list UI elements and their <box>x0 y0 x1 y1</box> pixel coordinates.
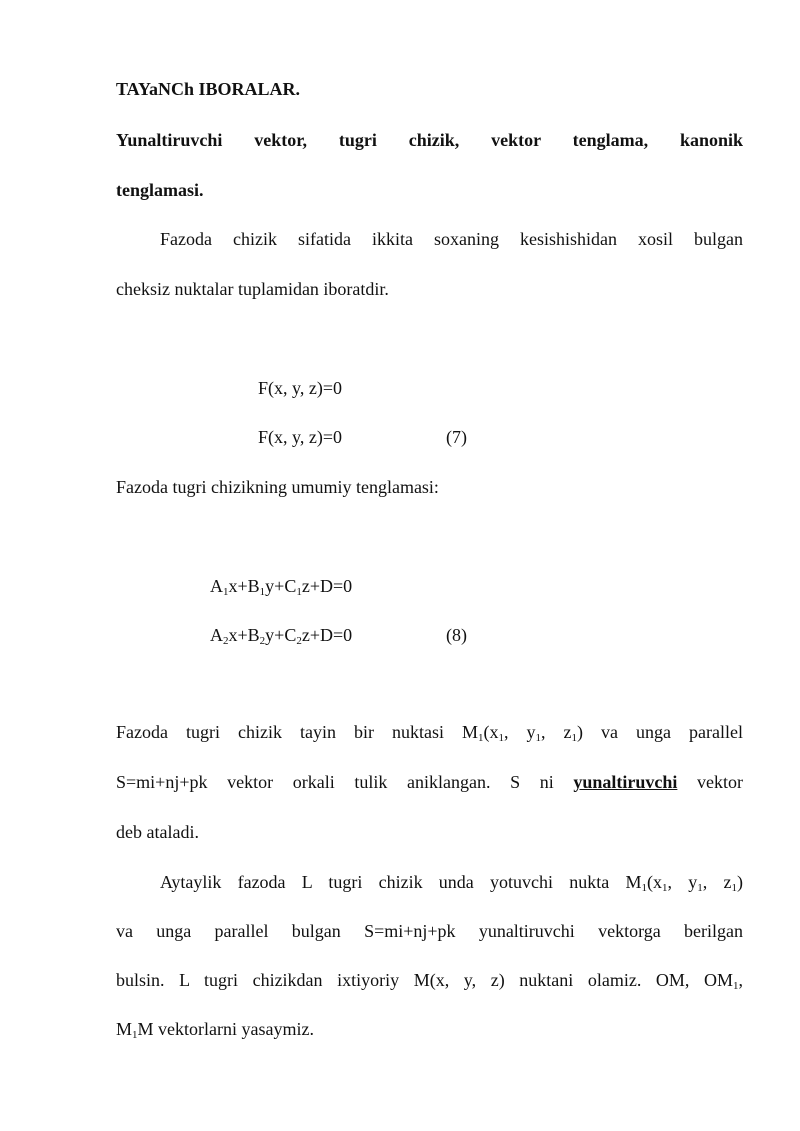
equation-7-line-2: F(x, y, z)=0 <box>258 427 342 447</box>
term-yunaltiruvchi: yunaltiruvchi <box>573 772 678 792</box>
equation-8-line-1: $A_1x+B_1y+C_1z+D=0$ <box>210 576 353 598</box>
equation-8-line-2: $A_2x+B_2y+C_2z+D=0$ <box>210 625 353 647</box>
paragraph-2-line-2: S=mi+nj+pk vektor orkali tulik aniklangan. S ni yunaltiruvchi vektor <box>116 772 744 792</box>
paragraph-3-line-4: $M_1M$ vektorlarni yasaymiz. <box>116 1019 314 1041</box>
paragraph-3-line-1: Aytaylik fazoda L tugri chizik unda yotuvchi nukta $M_1(x_1$, $y_1$, $z_1$) <box>160 872 743 894</box>
keywords-line-1: Yunaltiruvchi vektor, tugri chizik, vektor tenglama, kanonik <box>116 130 743 150</box>
paragraph-1-line-1: Fazoda chizik sifatida ikkita soxaning kesishishidan xosil bulgan <box>160 229 743 249</box>
heading: TAYaNCh IBORALAR. <box>116 79 301 99</box>
keywords-line-2: tenglamasi. <box>116 180 204 200</box>
paragraph-3-line-3: bulsin. L tugri chizikdan ixtiyoriy M(x, y, z) nuktani olamiz. OM, $OM_1$, <box>116 970 743 992</box>
equation-8-number: (8) <box>446 625 467 645</box>
paragraph-2-line-1: Fazoda tugri chizik tayin bir nuktasi $M_1(x_1$, $y_1$, $z_1$) va unga parallel <box>116 722 743 744</box>
general-equation-title: Fazoda tugri chizikning umumiy tenglamasi: <box>116 477 439 497</box>
equation-7-line-1: F(x, y, z)=0 <box>258 378 342 398</box>
equation-7-number: (7) <box>446 427 467 447</box>
paragraph-2-line-3: deb ataladi. <box>116 822 199 842</box>
paragraph-1-line-2: cheksiz nuktalar tuplamidan iboratdir. <box>116 279 389 299</box>
paragraph-3-line-2: va unga parallel bulgan S=mi+nj+pk yunaltiruvchi vektorga berilgan <box>116 921 743 941</box>
